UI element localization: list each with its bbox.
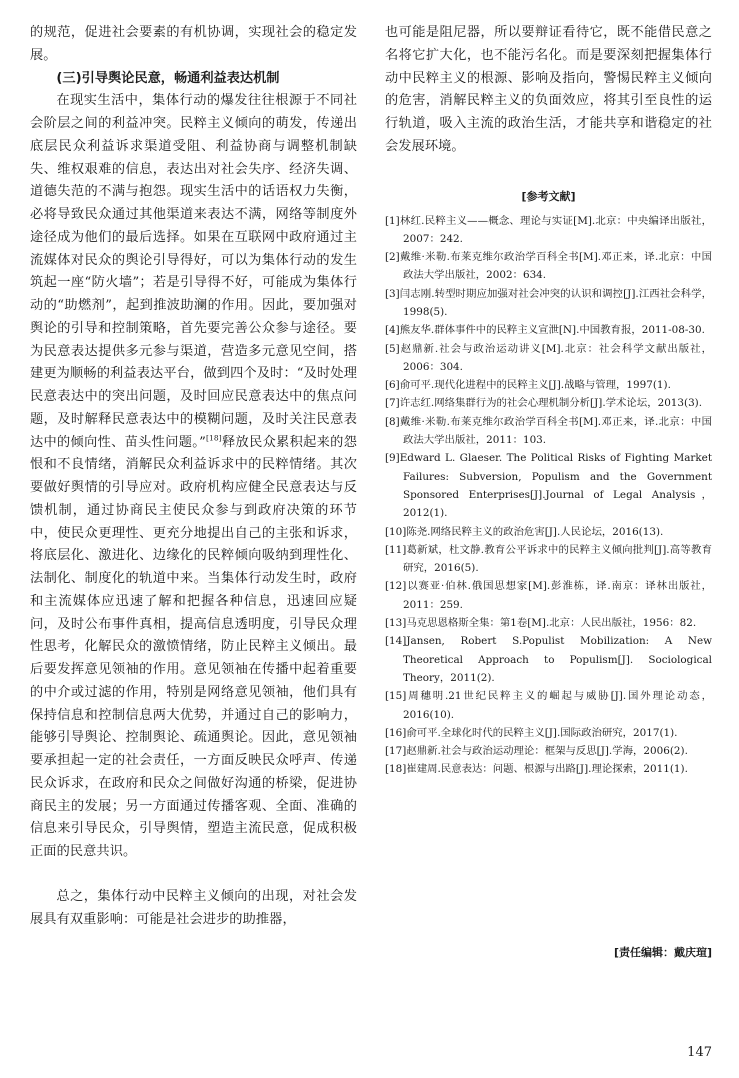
reference-item: [8]戴维·米勒.布莱克维尔政治学百科全书[M].邓正来，译.北京：中国政法大学出版社，2011：103.	[385, 415, 712, 447]
reference-item: [12]以赛亚·伯林.俄国思想家[M].彭淮栋，译.南京：译林出版社，2011：259.	[385, 580, 712, 611]
reference-item: [15]周穗明.21世纪民粹主义的崛起与威胁[J].国外理论动态，2016(10).	[385, 690, 712, 721]
reference-item: [13]马克思恩格斯全集：第1卷[M].北京：人民出版社，1956：82.	[385, 617, 697, 630]
reference-item: [17]赵鼎新.社会与政治运动理论：框架与反思[J].学海，2006(2).	[385, 745, 688, 758]
main-paragraph	[30, 90, 357, 864]
reference-item: [18]崔建周.民意表达：问题、根源与出路[J].理论探索，2011(1).	[385, 763, 688, 776]
reference-item: [7]许志红.网络集群行为的社会心理机制分析[J].学术论坛，2013(3).	[385, 397, 703, 410]
reference-item: [2]戴维·米勒.布莱克维尔政治学百科全书[M].邓正来，译.北京：中国政法大学出版社，2002：634.	[385, 251, 712, 282]
main-paragraph-part-a: 在现实生活中，集体行动的爆发往往根源于不同社会阶层之间的利益冲突。民粹主义倾向的萌发，传递出底层民众利益诉求渠道受阻、利益协商与调整机制缺失、维权艰难的信息，表达出对社会失序、经济失调、道德失范的不满与抱怨。现实生活中的话语权力失衡，必将导致民众通过其他渠道来表达不满，网络等制度外途径成为他们的最后选择。如果在互联网中政府通过主流媒体对民众的舆论引导得好，可以为集体行动的发生筑起一座“防火墙”；若是引导得不好，可能成为集体行动的“助燃剂”，起到推波助澜的作用。因此，要加强对舆论的引导和控制策略，首先要完善公众参与途径。要为民意表达提供多元参与渠道，营造多元意见空间，搭建更为顺畅的利益表达平台，做到四个及时：“及时处理民意表达中的突出问题，及时回应民意表达中的焦点问题，及时解释民意表达中的模糊问题，及时关注民意表达中的倾向性、苗头性问题。”	[30, 93, 357, 450]
paragraph-gap	[30, 864, 357, 886]
reference-item: [1]林红.民粹主义——概念、理论与实证[M].北京：中央编译出版社，2007：242.	[385, 214, 712, 245]
citation-superscript: [18]	[206, 433, 222, 443]
reference-list	[385, 212, 712, 779]
reference-item: [9]Edward L. Glaeser. The Political Risks of Fighting Market Failures: Subversion, Populism and the Government Sponsored Enterprises[J].Journal of Legal Analysis，2012(1).	[385, 452, 712, 520]
reference-item: [16]俞可平.全球化时代的民粹主义[J].国际政治研究，2017(1).	[385, 726, 678, 739]
reference-item: [14]Jansen, Robert S.Populist Mobilization: A New Theoretical Approach to Populism[J]. Sociological Theory，2011(2).	[385, 635, 712, 684]
reference-item: [10]陈尧.网络民粹主义的政治危害[J].人民论坛，2016(13).	[385, 525, 664, 538]
reference-item: [4]熊友华.群体事件中的民粹主义宣泄[N].中国教育报，2011-08-30.	[385, 324, 705, 337]
continuation-paragraph: 也可能是阻尼器，所以要辩证看待它，既不能借民意之名将它扩大化，也不能污名化。而是要深刻把握集体行动中民粹主义的根源、影响及指向，警惕民粹主义倾向的危害，消解民粹主义的负面效应，将其引至良性的运行轨道，吸入主流的政治生活，才能共享和谐稳定的社会发展环境。	[385, 25, 712, 154]
reference-item: [3]闫志刚.转型时期应加强对社会冲突的认识和调控[J].江西社会科学，1998(5).	[385, 287, 712, 318]
reference-item: [11]葛新斌，杜文静.教育公平诉求中的民粹主义倾向批判[J].高等教育研究，2016(5).	[385, 543, 712, 575]
references-title: [参考文献]	[521, 189, 576, 203]
left-column	[30, 22, 357, 931]
reference-item: [5]赵鼎新.社会与政治运动讲义[M].北京：社会科学文献出版社，2006：304.	[385, 342, 712, 373]
page-number: 147	[687, 1045, 712, 1060]
right-column	[385, 22, 712, 779]
intro-paragraph: 的规范，促进社会要素的有机协调，实现社会的稳定发展。	[30, 25, 357, 63]
main-paragraph-part-b: 释放民众累积起来的怨恨和不良情绪，消解民众利益诉求中的民粹情绪。其次要做好舆情的引导应对。政府机构应健全民意表达与反馈机制，通过协商民主使民众参与到政府决策的环节中，使民众更理性、更充分地提出自己的主张和诉求，将底层化、激进化、边缘化的民粹倾向吸纳到理性化、法制化、制度化的轨道中来。当集体行动发生时，政府和主流媒体应迅速了解和把握各种信息，迅速回应疑问，及时公布事件真相，提高信息透明度，引导民众理性思考，化解民众的激愤情绪，防止民粹主义倾出。最后要发挥意见领袖的作用。意见领袖在传播中起着重要的中介或过滤的作用，特别是网络意见领袖，他们具有保持信息和控制信息两大优势，并通过自己的影响力，能够引导舆论、控制舆论、疏通舆论。因此，意见领袖要承担起一定的社会责任，一方面反映民众呼声、传递民众诉求，在政府和民众之间做好沟通的桥梁，促进协商民主的发展；另一方面通过传播客观、全面、准确的信息来引导民众，引导舆情，塑造主流民意，促成积极正面的民意共识。	[30, 434, 357, 859]
conclusion-paragraph: 总之，集体行动中民粹主义倾向的出现，对社会发展具有双重影响：可能是社会进步的助推器，	[30, 888, 357, 927]
reference-item: [6]俞可平.现代化进程中的民粹主义[J].战略与管理，1997(1).	[385, 379, 671, 392]
responsible-editor: [责任编辑：戴庆瑄]	[613, 946, 712, 959]
section-heading: (三)引导舆论民意，畅通利益表达机制	[56, 70, 280, 86]
